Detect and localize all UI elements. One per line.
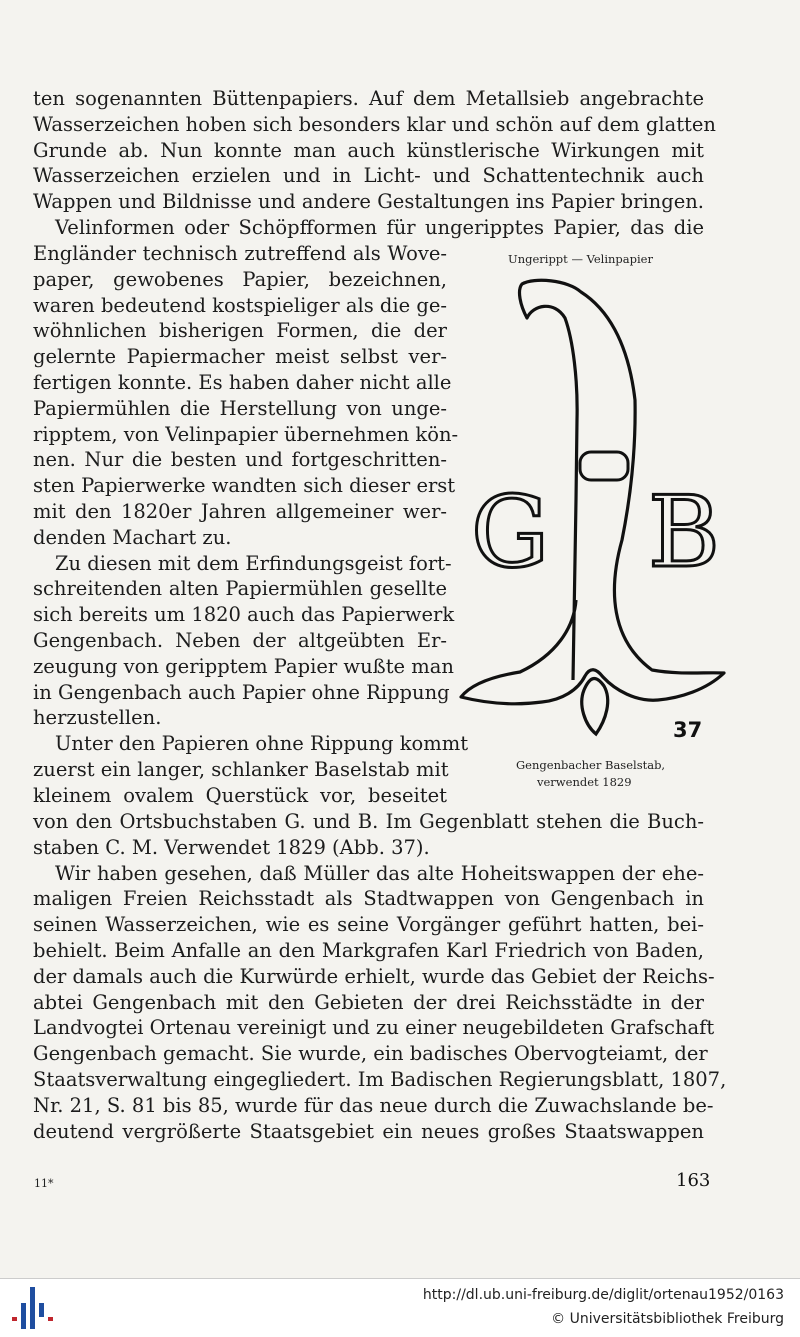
text-line: kleinem ovalem Querstück vor, beseitet xyxy=(33,783,447,807)
text-line: ripptem, von Velinpapier übernehmen kön- xyxy=(33,422,459,446)
text-line: Velinformen oder Schöpfformen für ungeripptes Papier, das die xyxy=(55,216,704,239)
text-line: sich bereits um 1820 auch das Papierwerk xyxy=(33,603,455,627)
text-line: waren bedeutend kostspieliger als die ge- xyxy=(33,293,447,317)
text-line: Landvogtei Ortenau vereinigt und zu einer neugebildeten Grafschaft xyxy=(33,1016,715,1040)
text-line: Wir haben gesehen, daß Müller das alte Hoheitswappen der ehe- xyxy=(55,861,704,885)
baselstab-spike xyxy=(582,679,608,734)
text-line: zeugung von geripptem Papier wußte man xyxy=(33,654,454,678)
text-line: fertigen konnte. Es haben daher nicht alle xyxy=(33,371,452,394)
text-line: Grunde ab. Nun konnte man auch künstlerische Wirkungen mit xyxy=(33,138,704,162)
text-line: der damals auch die Kurwürde erhielt, wurde das Gebiet der Reichs- xyxy=(33,964,715,988)
copyright-notice: © Universitätsbibliothek Freiburg xyxy=(551,1311,784,1327)
text-line: Nr. 21, S. 81 bis 85, wurde für das neue durch die Zuwachslande be- xyxy=(33,1093,714,1117)
text-line: Gengenbach. Neben der altgeübten Er- xyxy=(33,629,447,652)
text-line: sten Papierwerke wandten sich dieser erst xyxy=(33,474,456,498)
text-line: deutend vergrößerte Staatsgebiet ein neues großes Staatswappen xyxy=(33,1119,704,1143)
text-line: Unter den Papieren ohne Rippung kommt xyxy=(55,732,469,756)
signature-mark: 11* xyxy=(34,1177,54,1190)
text-line: Gengenbach gemacht. Sie wurde, ein badisches Obervogteiamt, der xyxy=(33,1042,708,1066)
text-line: seinen Wasserzeichen, wie es seine Vorgänger geführt hatten, bei- xyxy=(33,913,704,937)
baselstab-oval-crosspiece xyxy=(580,452,628,480)
text-line: Wappen und Bildnisse und andere Gestaltungen ins Papier bringen. xyxy=(33,190,704,214)
text-line: paper, gewobenes Papier, bezeichnen, xyxy=(33,267,447,291)
figure-caption-line-1: Gengenbacher Baselstab, xyxy=(516,758,666,772)
figure-number: 37 xyxy=(673,718,703,742)
text-line: von den Ortsbuchstaben G. und B. Im Gegenblatt stehen die Buch- xyxy=(33,810,704,833)
text-line: wöhnlichen bisherigen Formen, die der xyxy=(33,319,447,343)
text-line: zuerst ein langer, schlanker Baselstab mit xyxy=(33,758,449,781)
source-url-link[interactable]: http://dl.ub.uni-freiburg.de/diglit/ortenau1952/0163 xyxy=(422,1287,784,1303)
figure-caption-top: Ungerippt — Velinpapier xyxy=(508,252,653,266)
text-line: schreitenden alten Papiermühlen gesellte xyxy=(33,577,447,601)
figure-caption-line-2: verwendet 1829 xyxy=(537,775,632,789)
page-number: 163 xyxy=(676,1170,711,1191)
text-line: nen. Nur die besten und fortgeschritten- xyxy=(33,448,447,472)
text-line: Zu diesen mit dem Erfindungsgeist fort- xyxy=(55,551,452,575)
text-line: gelernte Papiermacher meist selbst ver- xyxy=(33,345,447,369)
text-line: denden Machart zu. xyxy=(33,525,232,549)
text-line: in Gengenbach auch Papier ohne Rippung xyxy=(33,680,450,704)
library-logo-icon xyxy=(10,1287,54,1329)
text-line: Wasserzeichen erzielen und in Licht- und Schattentechnik auch xyxy=(33,164,704,188)
text-line: Engländer technisch zutreffend als Wove- xyxy=(33,242,447,265)
text-line: abtei Gengenbach mit den Gebieten der drei Reichsstädte in der xyxy=(33,990,704,1014)
text-line: Papiermühlen die Herstellung von unge- xyxy=(33,396,447,420)
footer xyxy=(0,1278,800,1337)
text-line: behielt. Beim Anfalle an den Markgrafen Karl Friedrich von Baden, xyxy=(33,939,704,962)
text-line: maligen Freien Reichsstadt als Stadtwappen von Gengenbach in xyxy=(33,887,704,911)
text-line: herzustellen. xyxy=(33,706,162,730)
text-line: mit den 1820er Jahren allgemeiner wer- xyxy=(33,500,447,523)
text-line: ten sogenannten Büttenpapiers. Auf dem Metallsieb angebrachte xyxy=(33,87,704,110)
text-line: Staatsverwaltung eingegliedert. Im Badischen Regierungsblatt, 1807, xyxy=(33,1068,727,1091)
text-line: staben C. M. Verwendet 1829 (Abb. 37). xyxy=(33,835,430,859)
text-line: Wasserzeichen hoben sich besonders klar und schön auf dem glatten xyxy=(33,112,716,136)
letter-b: B xyxy=(648,476,721,590)
letter-g: G xyxy=(471,476,550,590)
